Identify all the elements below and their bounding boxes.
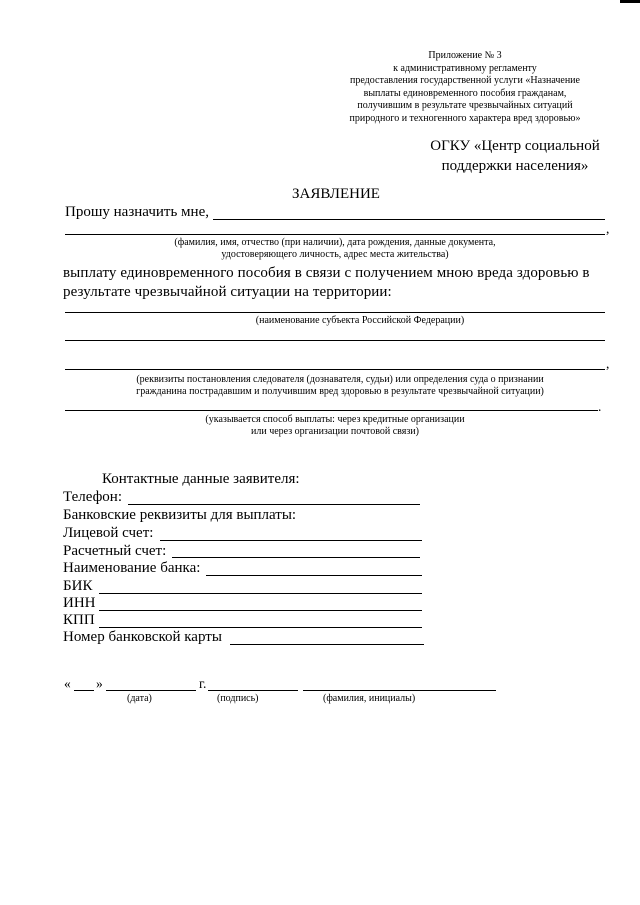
card-number-field[interactable] (230, 644, 424, 645)
bank-heading: Банковские реквизиты для выплаты: (63, 507, 297, 523)
payment-text (63, 264, 623, 302)
inn-label: ИНН (63, 595, 96, 611)
appendix-line: предоставления государственной услуги «Назначение (350, 75, 580, 86)
request-label: Прошу назначить мне, (65, 204, 209, 220)
month-field[interactable] (106, 690, 196, 691)
bank-name-label: Наименование банка: (63, 560, 201, 576)
hint-decree (70, 374, 610, 398)
recipient-line: ОГКУ «Центр социальной (430, 138, 600, 154)
bik-label: БИК (63, 578, 93, 594)
decree-field-1[interactable] (65, 340, 605, 341)
recipient-line: поддержки населения» (441, 158, 589, 174)
hint-line: (указывается способ выплаты: через кредитные организации (205, 414, 465, 425)
region-field[interactable] (65, 312, 605, 313)
bik-field[interactable] (99, 593, 422, 594)
name-initials-field[interactable] (303, 690, 496, 691)
appendix-line: Приложение № 3 (428, 50, 502, 61)
hint-line: или через организации почтовой связи) (251, 426, 419, 437)
hint-person (100, 237, 570, 261)
phone-label: Телефон: (63, 489, 122, 505)
hint-line: гражданина пострадавшим и получившим вред здоровью в результате чрезвычайной ситуации) (136, 386, 544, 397)
signature-hint: (подпись) (217, 693, 259, 704)
hint-region: (наименование субъекта Российской Федерации) (255, 315, 465, 326)
contacts-heading: Контактные данные заявителя: (102, 471, 300, 487)
card-label: Номер банковской карты (63, 629, 222, 645)
personal-account-label: Лицевой счет: (63, 525, 154, 541)
payment-text-line: выплату единовременного пособия в связи с получением мною вреда здоровью в (63, 265, 590, 281)
personal-account-field[interactable] (160, 540, 422, 541)
period-mark: . (598, 399, 602, 414)
appendix-line: к административному регламенту (393, 62, 537, 74)
inn-field[interactable] (99, 610, 422, 611)
applicant-name-field[interactable] (213, 219, 605, 220)
appendix-block (345, 50, 585, 125)
phone-field[interactable] (128, 504, 420, 505)
appendix-line: природного и техногенного характера вред здоровью» (349, 112, 581, 124)
recipient-block (405, 136, 625, 176)
date-close-quote: » (96, 676, 103, 691)
document-title: ЗАЯВЛЕНИЕ (292, 186, 380, 202)
appendix-line: выплаты единовременного пособия гражданам, (363, 87, 567, 99)
settlement-account-field[interactable] (172, 557, 420, 558)
comma-mark: , (606, 221, 610, 236)
signature-field[interactable] (208, 690, 298, 691)
appendix-line: получившим в результате чрезвычайных ситуаций (357, 100, 573, 111)
payment-method-field[interactable] (65, 410, 598, 411)
hint-line: удостоверяющего личность, адрес места жительства) (221, 249, 449, 260)
date-hint: (дата) (127, 693, 152, 704)
hint-payment (170, 414, 500, 438)
kpp-label: КПП (63, 612, 95, 628)
year-suffix: г. (199, 676, 207, 691)
kpp-field[interactable] (99, 627, 422, 628)
name-hint: (фамилия, инициалы) (323, 693, 416, 704)
hint-line: (реквизиты постановления следователя (дознавателя, судьи) или определения суда о признании (136, 374, 544, 385)
applicant-details-field[interactable] (65, 234, 605, 235)
scan-edge-mark (620, 0, 640, 3)
bank-name-field[interactable] (206, 575, 422, 576)
payment-text-line: результате чрезвычайной ситуации на территории: (63, 284, 392, 300)
day-field[interactable] (74, 690, 94, 691)
decree-field-2[interactable] (65, 369, 605, 370)
settlement-account-label: Расчетный счет: (63, 543, 167, 559)
date-open-quote: « (64, 676, 71, 691)
comma-mark: , (606, 356, 610, 371)
hint-line: (фамилия, имя, отчество (при наличии), дата рождения, данные документа, (174, 237, 496, 248)
